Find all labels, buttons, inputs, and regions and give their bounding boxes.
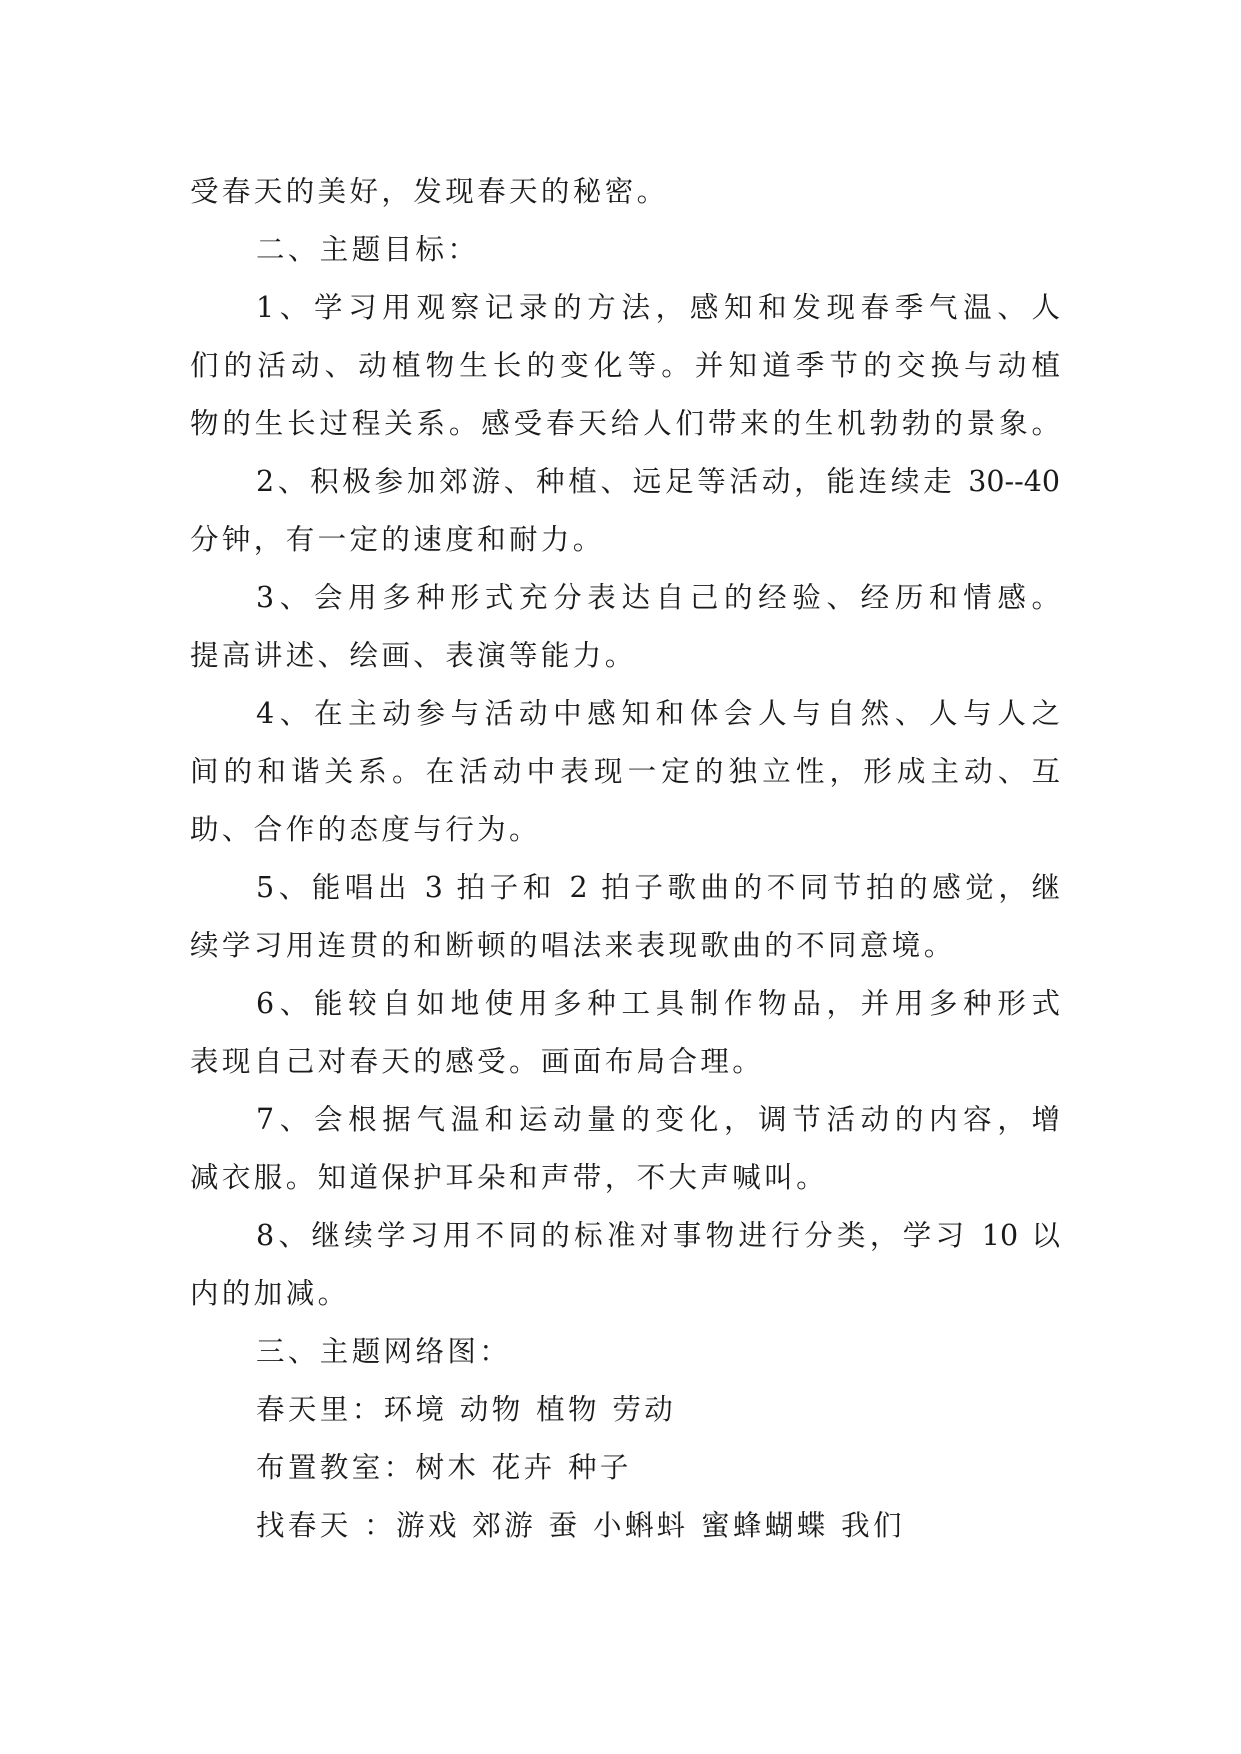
paragraph-line: 分钟，有一定的速度和耐力。 [190, 523, 605, 556]
paragraph-line: 受春天的美好，发现春天的秘密。 [190, 175, 669, 208]
paragraph-line: 5、能唱出 3 拍子和 2 拍子歌曲的不同节拍的感觉，继 [256, 871, 1060, 904]
document-body [190, 163, 1060, 1555]
paragraph-line: 减衣服。知道保护耳朵和声带，不大声喊叫。 [190, 1161, 829, 1194]
paragraph-line: 8、继续学习用不同的标准对事物进行分类，学习 10 以 [256, 1219, 1060, 1252]
paragraph-line: 物的生长过程关系。感受春天给人们带来的生机勃勃的景象。 [190, 407, 1060, 440]
paragraph-line: 2、积极参加郊游、种植、远足等活动，能连续走 30--40 [256, 465, 1060, 498]
network-line-find-spring: 找春天 ：游戏 郊游 蚕 小蝌蚪 蜜蜂蝴蝶 我们 [256, 1509, 905, 1542]
paragraph-line: 提高讲述、绘画、表演等能力。 [190, 639, 637, 672]
network-line-classroom: 布置教室：树木 花卉 种子 [256, 1451, 632, 1484]
section-heading-network: 三、主题网络图： [256, 1335, 512, 1368]
paragraph-line: 3、会用多种形式充分表达自己的经验、经历和情感。 [256, 581, 1060, 614]
paragraph-line: 间的和谐关系。在活动中表现一定的独立性，形成主动、互 [190, 755, 1060, 788]
paragraph-line: 7、会根据气温和运动量的变化，调节活动的内容，增 [256, 1103, 1060, 1136]
paragraph-line: 续学习用连贯的和断顿的唱法来表现歌曲的不同意境。 [190, 929, 956, 962]
paragraph-line: 6、能较自如地使用多种工具制作物品，并用多种形式 [256, 987, 1060, 1020]
paragraph-line: 表现自己对春天的感受。画面布局合理。 [190, 1045, 765, 1078]
paragraph-line: 助、合作的态度与行为。 [190, 813, 541, 846]
section-heading-goals: 二、主题目标： [256, 233, 480, 266]
paragraph-line: 内的加减。 [190, 1277, 350, 1310]
paragraph-line: 4、在主动参与活动中感知和体会人与自然、人与人之 [256, 697, 1060, 730]
paragraph-line: 们的活动、动植物生长的变化等。并知道季节的交换与动植 [190, 349, 1060, 382]
paragraph-line: 1、学习用观察记录的方法，感知和发现春季气温、人 [256, 291, 1060, 324]
network-line-spring: 春天里：环境 动物 植物 劳动 [256, 1393, 677, 1426]
